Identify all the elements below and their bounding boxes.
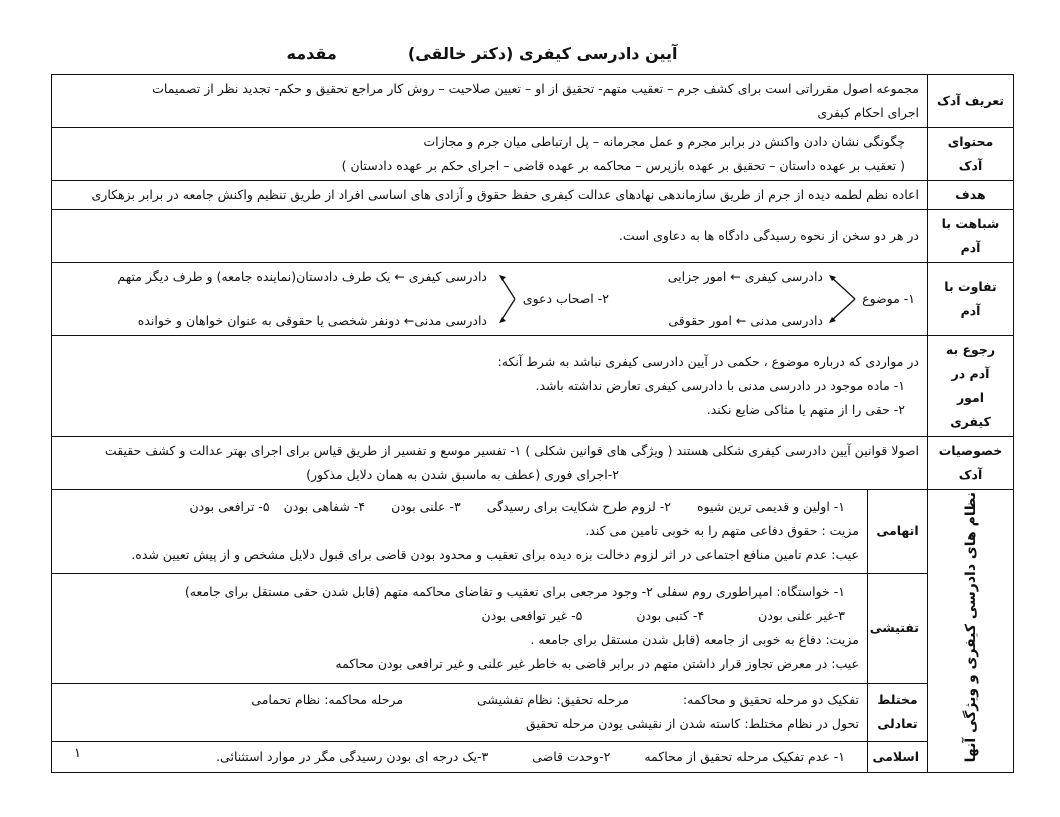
row-features — [52, 437, 1014, 490]
system-content — [52, 490, 868, 574]
parties-criminal: دادرسی کیفری ← یک طرف دادستان(نماینده جامعه) و طرف دیگر متهم — [117, 269, 487, 284]
row-content — [52, 181, 928, 210]
text-line: ( تعقیب بر عهده داستان – تحقیق بر عهده بازپرس – محاکمه بر عهده قاضی – اجرای حکم بر عهده دادستان ) — [341, 158, 905, 173]
parties-civil: دادرسی مدنی← دونفر شخصی یا حقوقی به عنوان خواهان و خوانده — [137, 313, 487, 328]
text-line: چگونگی نشان دادن واکنش در برابر مجرم و عمل مجرمانه – پل ارتباطی میان جرم و مجازات — [423, 134, 905, 149]
row-content — [52, 437, 928, 490]
row-content — [52, 263, 928, 336]
condition-item: ۱- ماده موجود در دادرسی مدنی با دادرسی کیفری تعارض نداشته باشد. — [535, 378, 905, 393]
feature-item: ۱- اولین و قدیمی ترین شیوه — [696, 499, 845, 515]
row-content — [52, 75, 928, 128]
row-goal — [52, 181, 1014, 210]
mixed-stages — [60, 688, 859, 712]
stage-item: مرحله تحقیق: نظام تفشیشی — [477, 692, 629, 708]
summary-table — [51, 74, 1014, 773]
branch-arrows-icon — [497, 273, 517, 325]
feature-list — [60, 604, 859, 628]
row-system-inquisitorial — [52, 573, 1014, 683]
row-label: شباهت با آدم — [928, 210, 1014, 263]
feature-item: ۵- ترافعی بودن — [189, 499, 270, 515]
system-label: تفتیشی — [868, 573, 928, 683]
text-line: در هر دو سخن از نحوه رسیدگی دادگاه ها به دعاوی است. — [618, 228, 919, 243]
row-content — [52, 128, 928, 181]
feature-item: ۴- کتبی بودن — [636, 608, 705, 624]
feature-item: ۳-غیر علنی بودن — [758, 608, 845, 624]
row-content — [52, 210, 928, 263]
row-system-mixed — [52, 683, 1014, 741]
row-system-accusatorial — [52, 490, 1014, 574]
disadvantage-text: عیب: عدم تامین منافع اجتماعی در اثر لزوم دخالت بزه دیده برای تعقیب و محدود بودن قاضی برای قبول دلایل مشخص و از پیش تعیین شده. — [131, 547, 859, 563]
course-title: آیین دادرسی کیفری (دکتر خالقی) — [407, 44, 678, 63]
feature-list — [60, 495, 859, 519]
feature-item: ۱- عدم تفکیک مرحله تحقیق از محاکمه — [644, 749, 845, 765]
stage-item: مرحله محاکمه: نظام تحمامی — [251, 692, 404, 708]
text-line: اجرای احکام کیفری — [817, 105, 919, 120]
stage-item: تفکیک دو مرحله تحقیق و محاکمه: — [682, 692, 859, 708]
advantage-text: مزیت : حقوق دفاعی متهم را به خوبی تامین می کند. — [585, 523, 859, 539]
feature-item: ۳-یک درجه ای بودن رسیدگی مگر در موارد استثنائی. — [216, 749, 489, 765]
systems-group-label — [928, 490, 1014, 773]
disadvantage-text: عیب: در معرض تجاوز قرار داشتن متهم در برابر قاضی به خاطر غیر علنی و غیر ترافعی بودن محاکمه — [335, 656, 859, 672]
text-line: مجموعه اصول مقرراتی است برای کشف جرم – تعقیب متهم- تحقیق از او – تعیین صلاحیت – روش کار مراجع تحقیق و حکم- تجدید نظر از تصمیمات — [152, 81, 919, 96]
feature-list: ۱- خواستگاه: امپراطوری روم سفلی ۲- وجود مرجعی برای تعقیب و تقاضای محاکمه متهم (قابل شدن حقی مستقل برای جامعه) — [184, 584, 845, 600]
system-label: اتهامی — [868, 490, 928, 574]
feature-item: ۵- غیر توافعی بودن — [481, 608, 583, 624]
row-content — [52, 336, 928, 437]
row-label: محتوای آدک — [928, 128, 1014, 181]
row-similarity — [52, 210, 1014, 263]
row-system-islamic — [52, 741, 1014, 773]
system-content — [52, 683, 868, 741]
row-content-of-law — [52, 128, 1014, 181]
document-title — [50, 44, 914, 63]
text-line: تحول در نظام مختلط: کاسته شدن از نقیشی یودن مرحله تحقیق — [526, 716, 859, 732]
text-line: اصولا قوانین آیین دادرسی کیفری شکلی هستند ( ویژگی های قوانین شکلی ) ۱- تفسیر موسع و تفسیر از طریق قیاس برای اجرای بهتر عدالت و کشف حقیقت — [104, 443, 919, 458]
system-label: مختلط تعادلی — [868, 683, 928, 741]
system-content — [52, 741, 868, 773]
advantage-text: مزیت: دفاع به خوبی از جامعه (قابل شدن مستقل برای جامعه . — [530, 632, 859, 648]
text-line: اعاده نظم لطمه دیده از جرم از طریق سازماندهی نهادهای عدالت کیفری حفظ حقوق و آزادی های اساسی افراد از طریق تنظیم واکنش جامعه در برابر بزهکاری — [91, 187, 919, 202]
text-line: ۲-اجرای فوری (عطف به ماسبق شدن به همان دلایل مذکور) — [306, 467, 619, 482]
page-number: ۱ — [74, 746, 81, 761]
row-label: تفاوت با آدم — [928, 263, 1014, 336]
subject-criminal: دادرسی کیفری ← امور جزایی — [667, 269, 823, 284]
feature-item: ۲-وحدت قاضی — [532, 749, 611, 765]
row-difference — [52, 263, 1014, 336]
system-label: اسلامی — [868, 741, 928, 773]
feature-item: ۳- علنی بودن — [391, 499, 461, 515]
section-title: مقدمه — [286, 44, 337, 63]
text-line: در مواردی که درباره موضوع ، حکمی در آیین دادرسی کیفری نباشد به شرط آنکه: — [497, 354, 919, 369]
row-label: رجوع به آدم در امور کیفری — [928, 336, 1014, 437]
subject-civil: دادرسی مدنی ← امور حقوقی — [668, 313, 823, 328]
branch-arrows-icon — [827, 273, 857, 325]
feature-list — [60, 745, 859, 769]
parties-label: ۲- اصحاب دعوی — [522, 291, 609, 306]
subject-label: ۱- موضوع — [862, 291, 915, 306]
row-label: هدف — [928, 181, 1014, 210]
condition-item: ۲- حقی را از متهم یا مثاکی ضایع نکند. — [706, 402, 905, 417]
row-definition — [52, 75, 1014, 128]
system-content — [52, 573, 868, 683]
difference-diagram — [52, 263, 927, 335]
row-label: تعریف آدک — [928, 75, 1014, 128]
row-reference — [52, 336, 1014, 437]
feature-item: ۲- لزوم طرح شکایت برای رسیدگی — [486, 499, 671, 515]
vertical-label: نظام های دادرسی کیفری و ویژگی آنها — [962, 492, 979, 763]
feature-item: ۴- شفاهی بودن — [283, 499, 366, 515]
row-label: خصوصیات آدک — [928, 437, 1014, 490]
